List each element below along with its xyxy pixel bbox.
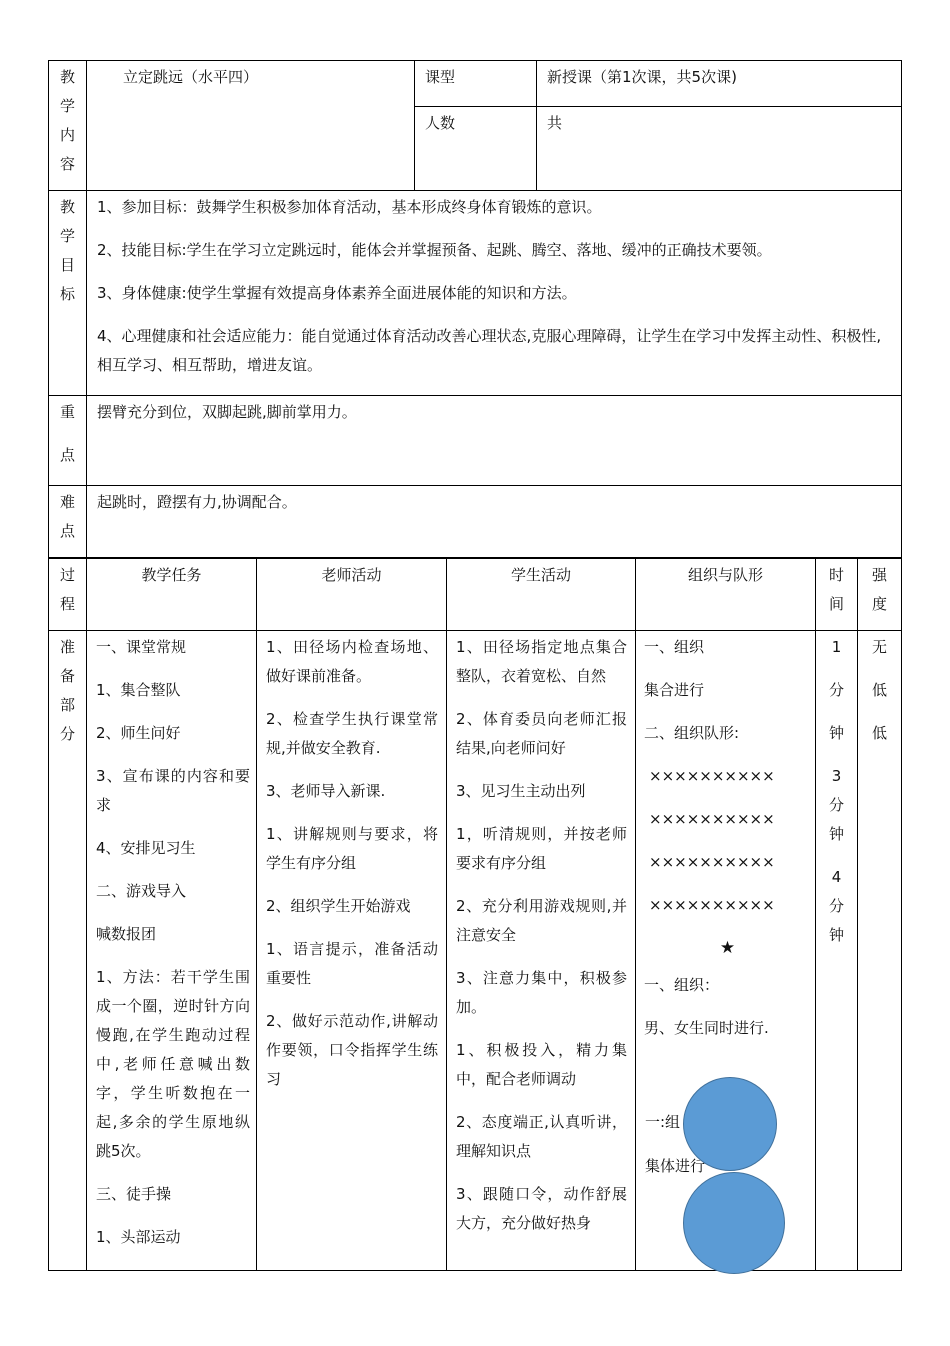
student-activity: 2、体育委员向老师汇报结果,向老师问好 <box>456 710 627 757</box>
org-collective-text: 集体进行 <box>645 1157 706 1175</box>
student-activity: 3、跟随口令，动作舒展大方，充分做好热身 <box>456 1185 627 1232</box>
objectives-label: 教 学 目 标 <box>49 191 87 396</box>
key-point-label: 重 点 <box>49 396 87 486</box>
task-item: 一、课堂常规 <box>96 638 187 656</box>
teacher-activity: 2、组织学生开始游戏 <box>266 897 411 915</box>
task-item: 二、游戏导入 <box>96 882 187 900</box>
student-activity: 1，听清规则，并按老师要求有序分组 <box>456 825 627 872</box>
org-group-text: 一:组 <box>645 1113 681 1131</box>
prep-tasks <box>87 631 257 1271</box>
teacher-activity: 1、语言提示，准备活动重要性 <box>266 940 438 987</box>
blue-circle-shape <box>683 1077 777 1171</box>
difficulty-text: 起跳时，蹬摆有力,协调配合。 <box>87 486 902 558</box>
difficulty-label: 难 点 <box>49 486 87 558</box>
count-label: 人数 <box>415 107 537 191</box>
teacher-activity: 3、老师导入新课. <box>266 782 386 800</box>
objective-item: 4、心理健康和社会适应能力：能自觉通过体育活动改善心理状态,克服心理障碍，让学生在学习中发挥主动性、积极性,相互学习、相互帮助，增进友谊。 <box>97 327 882 374</box>
objective-item: 1、参加目标：鼓舞学生积极参加体育活动，基本形成终身体育锻炼的意识。 <box>97 198 602 216</box>
objective-item: 2、技能目标:学生在学习立定跳远时，能体会并掌握预备、起跳、腾空、落地、缓冲的正确技术要领。 <box>97 241 772 259</box>
formation-row: ×××××××××× <box>649 853 775 871</box>
formation-row: ×××××××××× <box>649 896 775 914</box>
student-activity: 1、积极投入，精力集中，配合老师调动 <box>456 1041 627 1088</box>
student-header: 学生活动 <box>447 559 636 631</box>
org-line: 一、组织 <box>644 638 705 656</box>
lesson-content: 立定跳远（水平四） <box>87 61 415 191</box>
student-activity: 3、见习生主动出列 <box>456 782 586 800</box>
objective-item: 3、身体健康:使学生掌握有效提高身体素养全面进展体能的知识和方法。 <box>97 284 577 302</box>
org-line: 二、组织队形: <box>644 724 740 742</box>
organization-header: 组织与队形 <box>636 559 816 631</box>
count-value: 共 <box>537 107 902 191</box>
intensity-header: 强 度 <box>858 559 902 631</box>
formation-row: ×××××××××× <box>649 767 775 785</box>
content-label: 教 学 内 容 <box>49 61 87 191</box>
task-header: 教学任务 <box>87 559 257 631</box>
teacher-star-icon: ★ <box>719 938 736 958</box>
prep-section-table <box>48 630 902 1271</box>
prep-teacher-activities <box>257 631 447 1271</box>
time-header: 时 间 <box>816 559 858 631</box>
task-item: 4、安排见习生 <box>96 839 196 857</box>
teacher-activity: 2、做好示范动作,讲解动作要领，口令指挥学生练习 <box>266 1012 438 1088</box>
task-item: 1、集合整队 <box>96 681 181 699</box>
student-activity: 2、充分利用游戏规则,并注意安全 <box>456 897 627 944</box>
student-activity: 3、注意力集中，积极参加。 <box>456 969 627 1016</box>
prep-intensity: 无 低 低 <box>858 631 902 1271</box>
teacher-activity: 1、讲解规则与要求，将学生有序分组 <box>266 825 438 872</box>
task-item: 1、方法：若干学生围成一个圈，逆时针方向慢跑,在学生跑动过程中,老师任意喊出数字，学生听数抱在一起,多余的学生原地纵跳5次。 <box>96 968 250 1160</box>
org-line: 一、组织： <box>644 976 720 994</box>
org-line: 男、女生同时进行. <box>644 1019 769 1037</box>
process-label: 过 程 <box>49 559 87 631</box>
task-item: 喊数报团 <box>96 925 157 943</box>
lesson-type-value: 新授课（第1次课，共5次课) <box>537 61 902 107</box>
prep-student-activities <box>447 631 636 1271</box>
teacher-activity: 2、检查学生执行课堂常规,并做安全教育. <box>266 710 438 757</box>
blue-circle-shape <box>683 1172 785 1274</box>
student-activity: 1、田径场指定地点集合整队，衣着宽松、自然 <box>456 638 627 685</box>
task-item: 三、徒手操 <box>96 1185 172 1203</box>
task-item: 1、头部运动 <box>96 1228 181 1246</box>
process-header-table <box>48 558 902 631</box>
lesson-info-table <box>48 60 902 558</box>
student-activity: 2、态度端正,认真听讲，理解知识点 <box>456 1113 627 1160</box>
prep-label: 准 备 部 分 <box>49 631 87 1271</box>
task-item: 3、宣布课的内容和要求 <box>96 767 250 814</box>
objectives-list <box>87 191 902 396</box>
org-line: 集合进行 <box>644 681 705 699</box>
formation-row: ×××××××××× <box>649 810 775 828</box>
lesson-type-label: 课型 <box>415 61 537 107</box>
task-item: 2、师生问好 <box>96 724 181 742</box>
prep-time: 1 分 钟 3 分 钟 4 分 钟 <box>816 631 858 1271</box>
teacher-activity: 1、田径场内检查场地、做好课前准备。 <box>266 638 438 685</box>
teacher-header: 老师活动 <box>257 559 447 631</box>
key-point-text: 摆臂充分到位，双脚起跳,脚前掌用力。 <box>87 396 902 486</box>
